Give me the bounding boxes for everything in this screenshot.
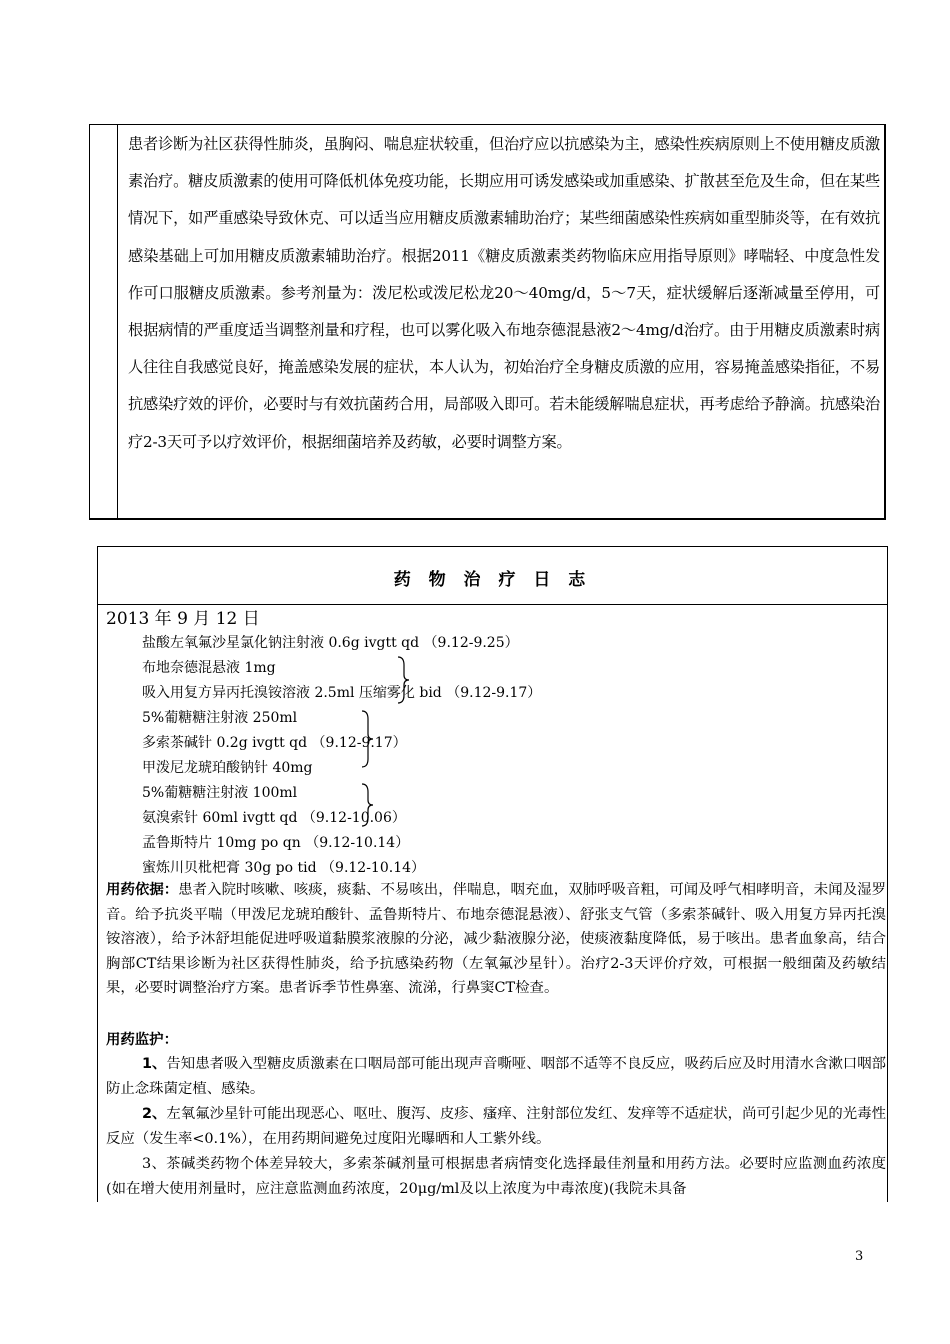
group-brace-icon bbox=[360, 709, 374, 769]
monitor-item-number: 2、 bbox=[142, 1106, 167, 1122]
med-line: 孟鲁斯特片 10mg po qn （9.12-10.14） bbox=[142, 835, 410, 851]
med-line: 5%葡糖糖注射液 250ml bbox=[142, 710, 298, 726]
monitoring-heading bbox=[106, 1028, 886, 1053]
page-number: 3 bbox=[855, 1249, 864, 1264]
monitor-item-number: 1、 bbox=[142, 1056, 167, 1072]
med-line: 甲泼尼龙琥珀酸钠针 40mg bbox=[142, 760, 313, 776]
analysis-paragraph: 患者诊断为社区获得性肺炎，虽胸闷、喘息症状较重，但治疗应以抗感染为主，感染性疾病原则上不使用糖皮质激素治疗。糖皮质激素的使用可降低机体免疫功能，长期应用可诱发感染或加重感染、扩散甚至危及生命，但在某些情况下，如严重感染导致休克、可以适当应用糖皮质激素辅助治疗；某些细菌感染性疾病如重型肺炎等，在有效抗感染基础上可加用糖皮质激素辅助治疗。根据2011《糖皮质激素类药物临床应用指导原则》哮喘轻、中度急性发作可口服糖皮质激素。参考剂量为：泼尼松或泼尼松龙20～40mg/d，5～7天，症状缓解后逐渐减量至停用，可根据病情的严重度适当调整剂量和疗程，也可以雾化吸入布地奈德混悬液2～4mg/d治疗。由于用糖皮质激素时病人往往自我感觉良好，掩盖感染发展的症状，本人认为，初始治疗全身糖皮质激的应用，容易掩盖感染指征，不易抗感染疗效的评价，必要时与有效抗菌药合用，局部吸入即可。若未能缓解喘息症状，再考虑给予静滴。抗感染治疗2-3天可予以疗效评价，根据细菌培养及药敏，必要时调整方案。 bbox=[128, 135, 880, 451]
log-date: 2013 年 9 月 12 日 bbox=[106, 609, 260, 629]
monitor-item bbox=[106, 1102, 886, 1151]
med-line: 蜜炼川贝枇杷膏 30g po tid （9.12-10.14） bbox=[142, 860, 426, 876]
monitor-item bbox=[106, 1152, 886, 1201]
med-line: 多索茶碱针 0.2g ivgtt qd （9.12-9.17） bbox=[142, 735, 407, 751]
medication-basis bbox=[106, 878, 886, 1001]
med-line: 吸入用复方异丙托溴铵溶液 2.5ml 压缩雾化 bid （9.12-9.17） bbox=[142, 685, 542, 701]
med-line: 5%葡糖糖注射液 100ml bbox=[142, 785, 298, 801]
med-line: 氨溴索针 60ml ivgtt qd （9.12-10.06） bbox=[142, 810, 406, 826]
monitor-item bbox=[106, 1052, 886, 1101]
monitor-heading: 用药监护： bbox=[106, 1032, 178, 1048]
group-brace-icon bbox=[360, 782, 374, 828]
basis-text: 患者入院时咳嗽、咳痰，痰黏、不易咳出，伴喘息，咽充血，双肺呼吸音粗，可闻及呼气相哮明音，未闻及湿罗音。给予抗炎平喘（甲泼尼龙琥珀酸针、孟鲁斯特片、布地奈德混悬液）、舒张支气管（多索茶碱针、吸入用复方异丙托溴铵溶液），给予沐舒坦能促进呼吸道黏膜浆液腺的分泌，减少黏液腺分泌，使痰液黏度降低，易于咳出。患者血象高，结合胸部CT结果诊断为社区获得性肺炎，给予抗感染药物（左氧氟沙星针）。治疗2-3天评价疗效，可根据一般细菌及药敏结果，必要时调整治疗方案。患者诉季节性鼻塞、流涕，行鼻窦CT检查。 bbox=[106, 882, 886, 997]
monitor-item-number: 3、 bbox=[142, 1156, 167, 1172]
monitor-item-text: 茶碱类药物个体差异较大，多索茶碱剂量可根据患者病情变化选择最佳剂量和用药方法。必要时应监测血药浓度(如在增大使用剂量时，应注意监测血药浓度，20μg/ml及以上浓度为中毒浓度)(我院未具备 bbox=[106, 1156, 887, 1197]
basis-heading: 用药依据： bbox=[106, 882, 179, 898]
med-line: 布地奈德混悬液 1mg bbox=[142, 660, 276, 676]
group-brace-icon bbox=[396, 655, 410, 705]
column-divider bbox=[117, 125, 118, 518]
med-line: 盐酸左氧氟沙星氯化钠注射液 0.6g ivgtt qd （9.12-9.25） bbox=[142, 635, 519, 651]
monitor-item-text: 左氧氟沙星针可能出现恶心、呕吐、腹泻、皮疹、瘙痒、注射部位发红、发痒等不适症状，尚可引起少见的光毒性反应（发生率<0.1%），在用药期间避免过度阳光曝晒和人工紫外线。 bbox=[106, 1106, 886, 1147]
log-title: 药 物 治 疗 日 志 bbox=[393, 570, 592, 590]
analysis-box bbox=[89, 124, 886, 520]
log-title-row bbox=[98, 547, 887, 605]
monitor-item-text: 告知患者吸入型糖皮质激素在口咽局部可能出现声音嘶哑、咽部不适等不良反应，吸药后应及时用清水含漱口咽部防止念珠菌定植、感染。 bbox=[106, 1056, 886, 1097]
